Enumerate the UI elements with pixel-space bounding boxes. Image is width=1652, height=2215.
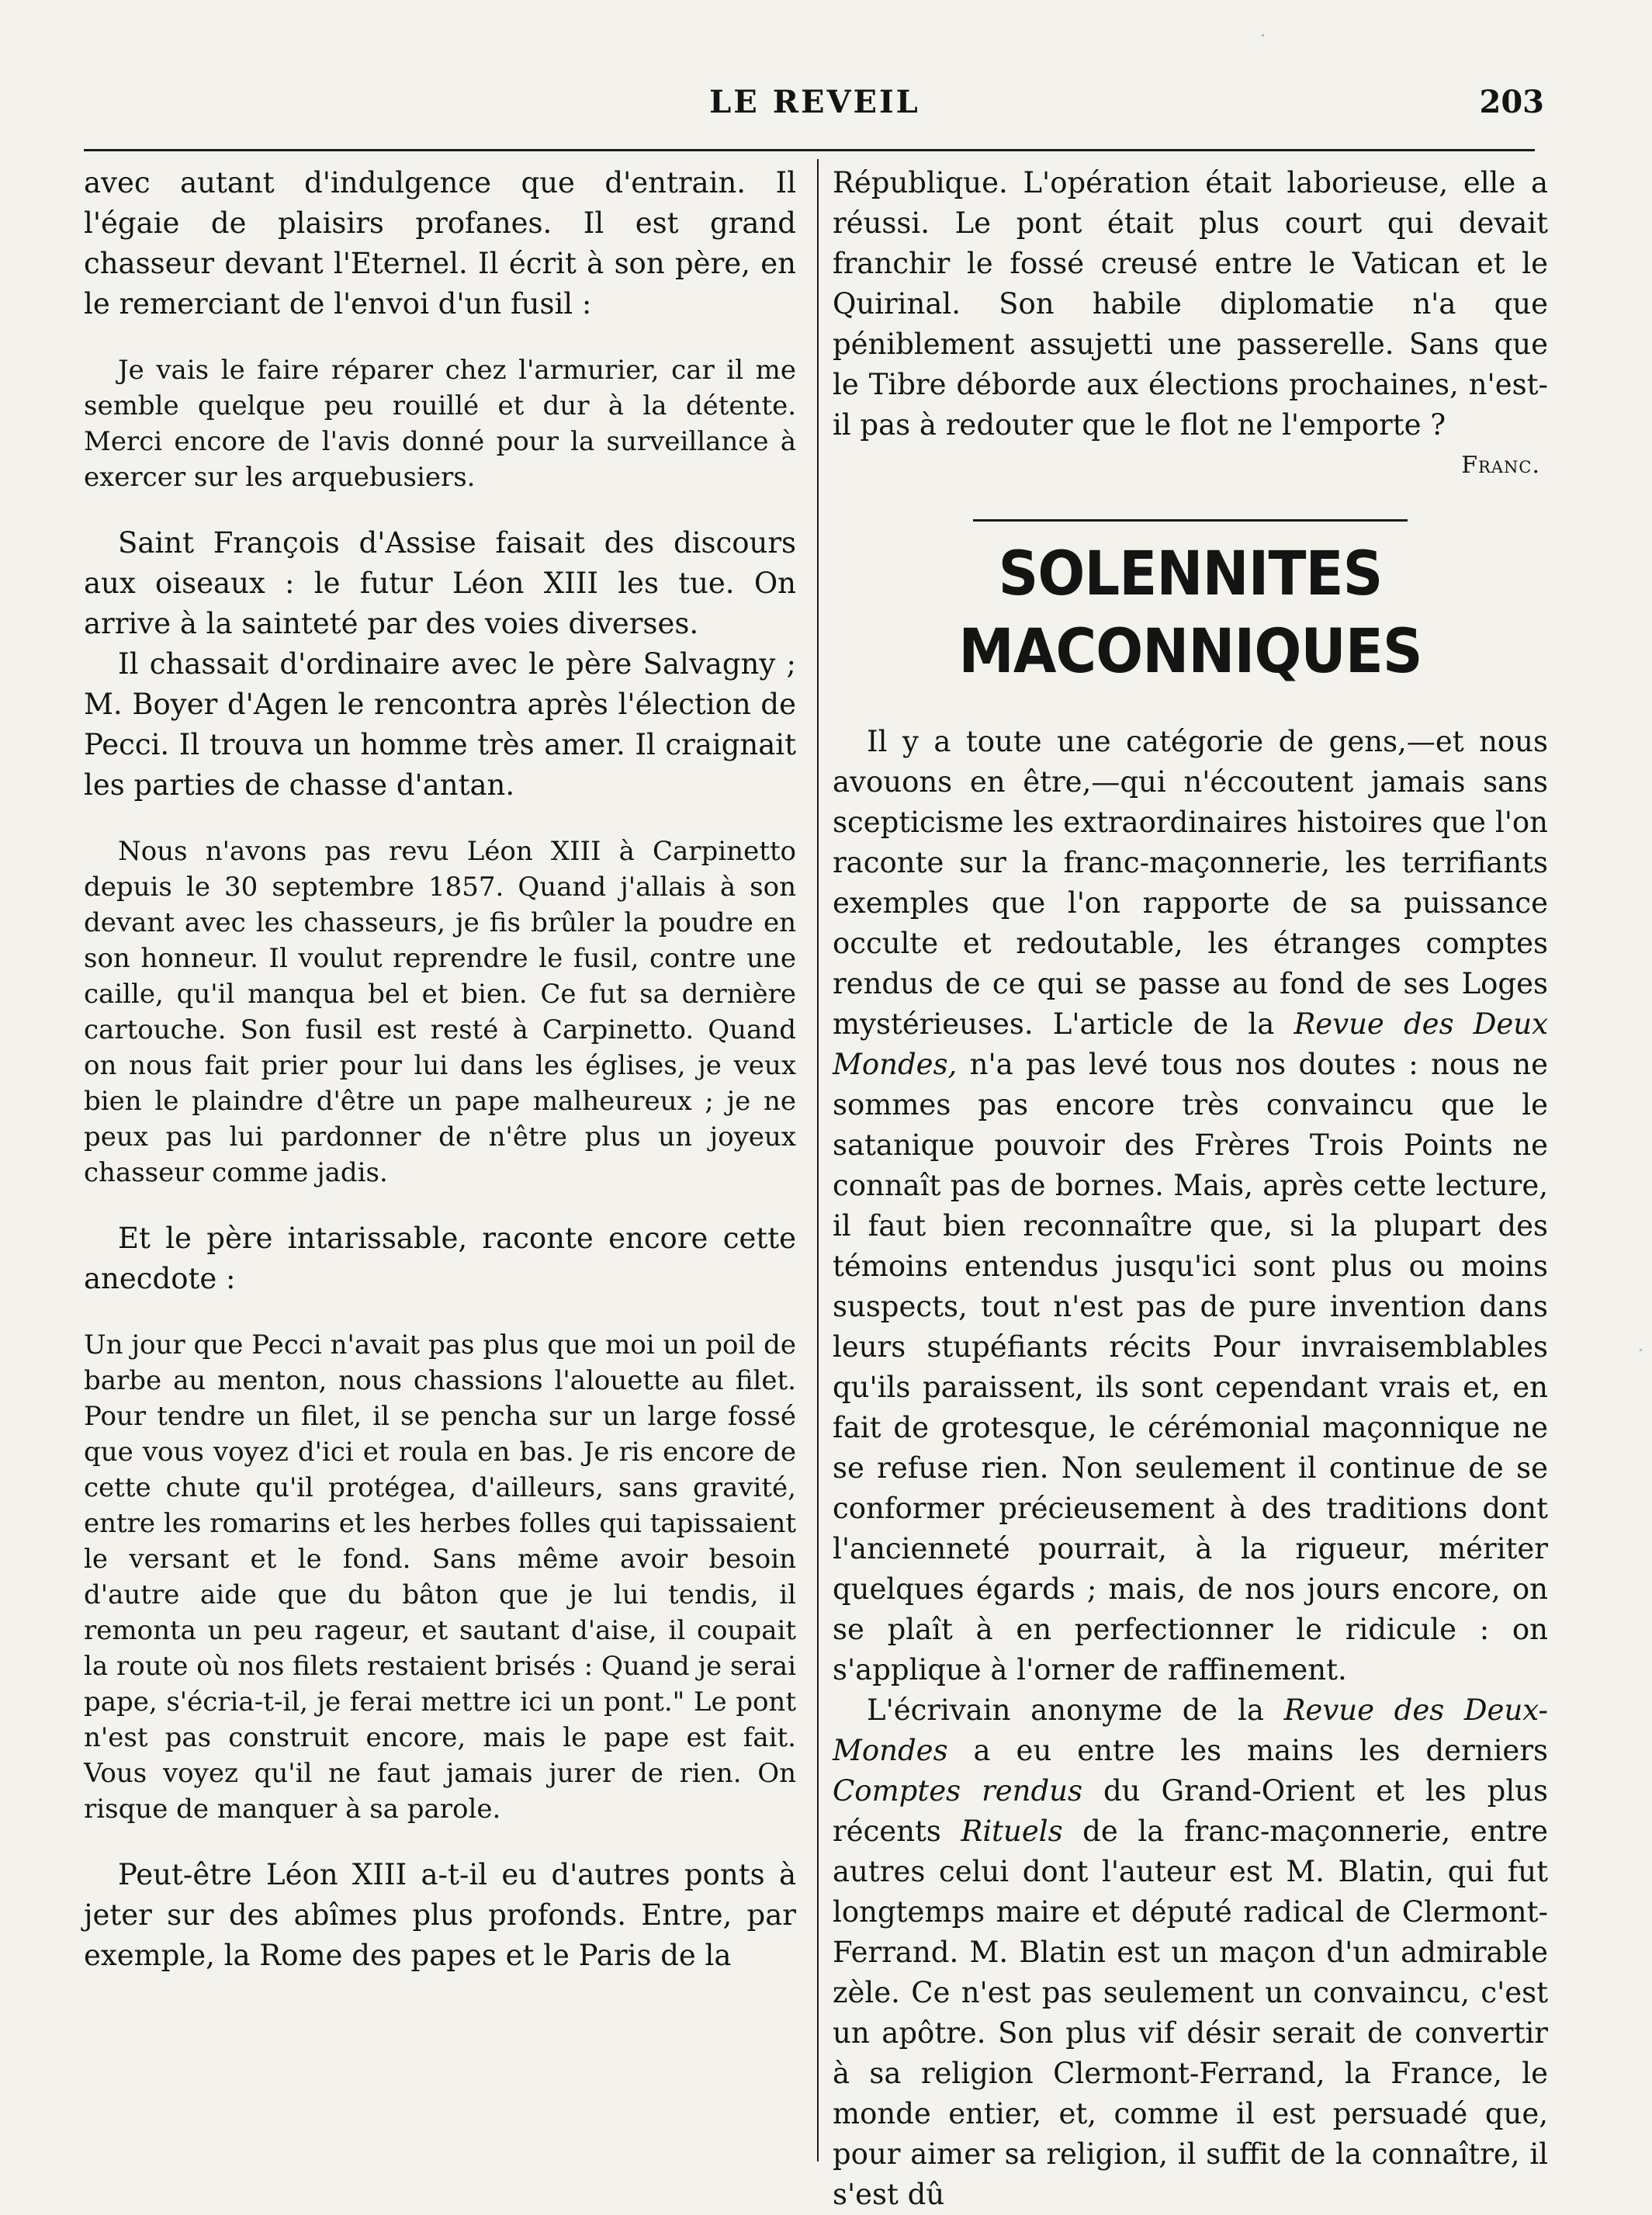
quotation: Un jour que Pecci n'avait pas plus que moi un poil de barbe au menton, nous chassions l'alouette au filet. Pour tendre un filet, il se pencha sur un large fossé que vous voyez d'ici et roula en bas. Je ris encore de cette chute qu'il protégea, d'ailleurs, sans gravité, entre les romarins et les herbes folles qui tapissaient le versant et le fond. Sans même avoir besoin d'autre aide que du bâton que je lui tendis, il remonta un peu rageur, et sautant d'aise, il coupait la route où nos filets restaient brisés : Quand je serai pape, s'écria-t-il, je ferai mettre ici un pont." Le pont n'est pas construit encore, mais le pape est fait. Vous voyez qu'il ne faut jamais jurer de rien. On risque de manquer à sa parole. xyxy=(84,1329,796,1825)
left-column xyxy=(84,163,796,1976)
running-header xyxy=(85,84,1544,130)
header-rule xyxy=(84,149,1535,151)
paragraph: Il chassait d'ordinaire avec le père Salvagny ; M. Boyer d'Agen le rencontra après l'élection de Pecci. Il trouva un homme très amer. Il craignait les parties de chasse d'antan. xyxy=(84,647,796,802)
journal-title: LE REVEIL xyxy=(709,84,920,120)
paragraph: Et le père intarissable, raconte encore cette anecdote : xyxy=(84,1222,796,1295)
text-run: Il y a toute une catégorie de gens,—et nous avouons en être,—qui n'éccoutent jamais sans scepticisme les extraordinaires histoires que l'on raconte sur la franc-maçonnerie, les terrifiants exemples que l'on rapporte de sa puissance occulte et redoutable, les étranges comptes rendus de ce qui se passe au fond de ses Loges mystérieuses. L'article de la xyxy=(833,725,1548,1041)
section-rule xyxy=(973,519,1408,522)
text-run: L'écrivain anonyme de la xyxy=(867,1693,1284,1727)
author-signature: Franc. xyxy=(1461,452,1540,479)
journal-title-italic: Revue des Deux Mondes, xyxy=(833,1007,1548,1081)
document-title-italic: Rituels xyxy=(961,1815,1063,1848)
journal-title-italic: Revue des Deux-Mondes xyxy=(833,1693,1548,1767)
paragraph xyxy=(833,1690,1548,2215)
text-run: n'a pas levé tous nos doutes : nous ne sommes pas encore très convaincu que le satanique pouvoir des Frères Trois Points ne connaît pas de bornes. Mais, après cette lecture, il faut bien reconnaître que, si la plupart des témoins entendus jusqu'ici sont plus ou moins suspects, tout n'est pas de pure invention dans leurs stupéfiants récits Pour invraisemblables qu'ils paraissent, ils sont cependant vrais et, en fait de grotesque, le cérémonial maçonnique ne se refuse rien. Non seulement il continue de se conformer précieusement à des traditions dont l'ancienneté pourrait, à la rigueur, mériter quelques égards ; mais, de nos jours encore, on se plaît à en perfectionner le ridicule : on s'applique à l'orner de raffinement. xyxy=(833,1048,1548,1686)
column-divider xyxy=(817,159,819,2161)
paragraph: République. L'opération était laborieuse, elle a réussi. Le pont était plus court qui devait franchir le fossé creusé entre le Vatican et le Quirinal. Son habile diplomatie n'a que péniblement assujetti une passerelle. Sans que le Tibre déborde aux élections prochaines, n'est-il pas à redouter que le flot ne l'emporte ? xyxy=(833,166,1548,442)
paragraph: Peut-être Léon XIII a-t-il eu d'autres ponts à jeter sur des abîmes plus profonds. Entre, par exemple, la Rome des papes et le Paris de la xyxy=(84,1858,796,1972)
text-run: a eu entre les mains les derniers xyxy=(947,1734,1548,1767)
quotation: Nous n'avons pas revu Léon XIII à Carpinetto depuis le 30 septembre 1857. Quand j'allais à son devant avec les chasseurs, je fis brûler la poudre en son honneur. Il voulut reprendre le fusil, contre une caille, qu'il manqua bel et bien. Ce fut sa dernière cartouche. Son fusil est resté à Carpinetto. Quand on nous fait prier pour lui dans les églises, je veux bien le plaindre d'être un pape malheureux ; je ne peux pas lui pardonner de n'être plus un joyeux chasseur comme jadis. xyxy=(84,836,796,1188)
paragraph xyxy=(833,722,1548,1690)
text-run: de la franc-maçonnerie, entre autres celui dont l'auteur est M. Blatin, qui fut longtemps maire et député radical de Clermont-Ferrand. M. Blatin est un maçon d'un admirable zèle. Ce n'est pas seulement un convaincu, c'est un apôtre. Son plus vif désir serait de convertir à sa religion Clermont-Ferrand, la France, le monde entier, et, comme il est persuadé que, pour aimer sa religion, il suffit de la connaître, il s'est dû xyxy=(833,1815,1548,2211)
page-number: 203 xyxy=(1479,84,1544,120)
section-title: SOLENNITES MACONNIQUES xyxy=(958,539,1422,687)
scan-speck xyxy=(1262,34,1264,36)
scan-speck xyxy=(1640,1349,1642,1351)
paragraph: Saint François d'Assise faisait des discours aux oiseaux : le futur Léon XIII les tue. On arrive à la sainteté par des voies diverses. xyxy=(84,526,796,640)
right-column xyxy=(833,163,1548,2215)
document-title-italic: Comptes rendus xyxy=(833,1774,1082,1808)
paragraph: avec autant d'indulgence que d'entrain. Il l'égaie de plaisirs profanes. Il est grand chasseur devant l'Eternel. Il écrit à son père, en le remerciant de l'envoi d'un fusil : xyxy=(84,166,796,321)
text-run: du Grand-Orient et les plus récents xyxy=(833,1774,1548,1848)
quotation: Je vais le faire réparer chez l'armurier, car il me semble quelque peu rouillé et dur à la détente. Merci encore de l'avis donné pour la surveillance à exercer sur les arquebusiers. xyxy=(84,355,796,493)
